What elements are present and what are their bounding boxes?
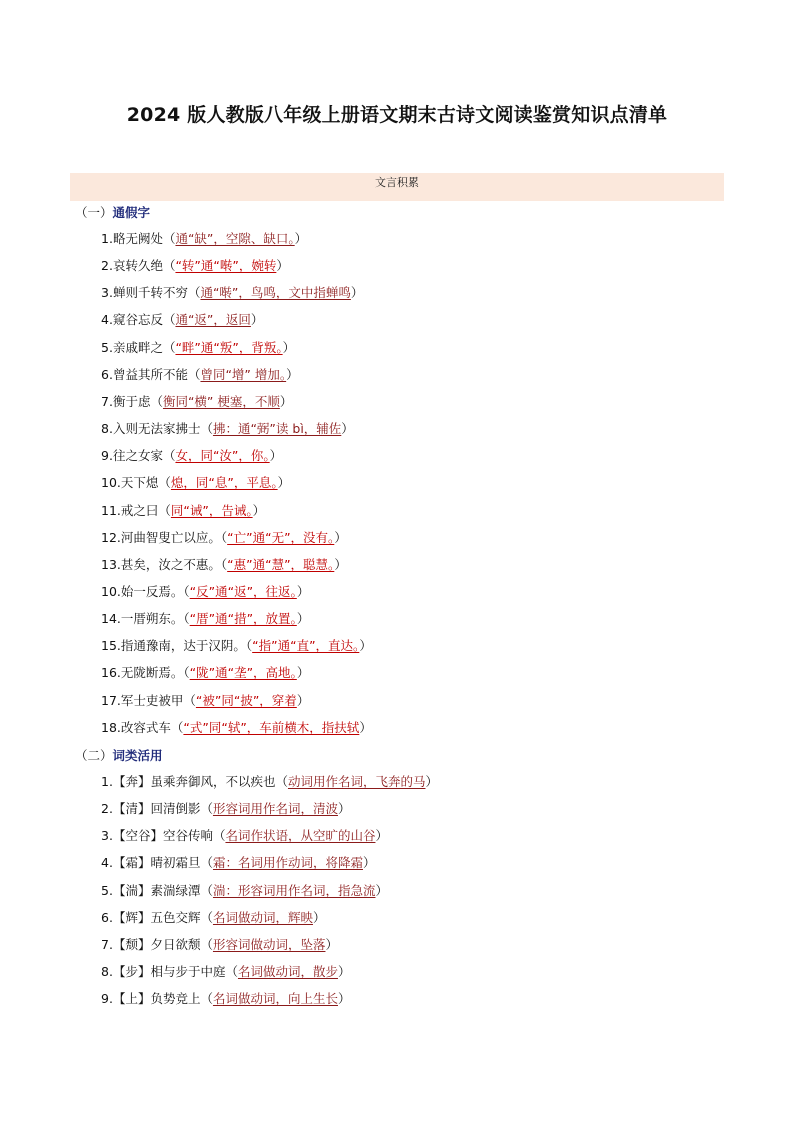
item-number: 9. [101,448,113,464]
item-close-paren: ） [294,231,308,246]
item-close-paren: ） [375,882,388,898]
item-close-paren: ） [312,909,326,925]
list-item [101,312,263,328]
item-text: 往之女家（ [112,448,176,464]
list-item [101,285,363,301]
item-text: 哀转久绝（ [112,258,176,274]
item-close-paren: ） [269,448,283,464]
item-text: 衡于虑（ [112,393,163,409]
item-answer: “亡”通“无”，没有。 [227,529,335,545]
item-number: 4. [101,312,113,328]
item-answer: 湍：形容词用作名词，指急流 [212,882,376,898]
item-answer: 形容词做动词，坠落 [212,936,326,952]
list-item [101,693,309,709]
item-answer: 名词做动词，散步 [237,964,338,980]
item-answer: 曾同“增” 增加。 [200,366,287,382]
item-number: 14. [101,611,121,627]
item-text: 【霜】晴初霜旦（ [112,855,213,871]
list-item [101,584,309,600]
item-close-paren: ） [250,312,264,328]
item-number: 3. [101,828,113,844]
item-text: 天下熄（ [120,475,171,491]
list-item [101,258,289,274]
item-answer: “被”同“披”，穿着 [195,692,297,708]
list-item [101,964,350,980]
item-text: 窥谷忘反（ [112,312,176,328]
item-answer: 拂：通“弼”读 bì，辅佐 [212,421,342,437]
item-text: 蝉则千转不穷（ [112,285,201,301]
item-close-paren: ） [337,964,351,980]
item-text: 【辉】五色交辉（ [112,909,213,925]
item-text: 亲戚畔之（ [112,339,176,355]
item-close-paren: ） [337,801,351,817]
item-answer: 名词做动词，向上生长 [212,991,338,1007]
item-answer: “反”通“返”，往返。 [189,583,297,599]
section-heading [75,203,150,221]
list-item [101,855,375,871]
item-answer: “畔”通“叛”，背叛。 [175,339,283,355]
list-item [101,475,290,491]
item-number: 5. [101,882,113,898]
item-number: 5. [101,339,113,355]
item-text: 改容式车（ [120,719,184,735]
item-answer: 通“缺”，空隙、缺口。 [175,231,295,246]
item-answer: “式”同“轼”，车前横木，指扶轼 [183,719,360,735]
item-answer: “陇”通“垄”，高地。 [189,665,297,681]
item-number: 6. [101,909,113,925]
item-close-paren: ） [359,638,372,654]
item-text: 【步】相与步于中庭（ [112,964,238,980]
item-text: 【清】回清倒影（ [112,801,213,817]
item-text: 军士吏被甲（ [120,692,196,708]
list-item [101,231,307,247]
item-text: 河曲智叟亡以应。（ [120,529,228,545]
item-text: 一厝朔东。（ [120,611,190,627]
section-heading [75,746,163,764]
item-answer: 通“返”，返回 [175,312,251,328]
item-close-paren: ） [277,475,291,491]
item-number: 9. [101,991,113,1007]
item-answer: “惠”通“慧”，聪慧。 [227,556,335,572]
item-number: 8. [101,964,113,980]
item-answer: 女，同“汝”，你。 [175,448,270,464]
item-number: 2. [101,801,113,817]
list-item [101,394,292,410]
item-close-paren: ） [362,855,376,871]
item-answer: 通“啭”，鸟鸣，文中指蝉鸣 [200,285,351,301]
item-close-paren: ） [296,692,310,708]
item-close-paren: ） [334,556,347,572]
page-title: 2024 版人教版八年级上册语文期末古诗文阅读鉴赏知识点清单 [126,104,668,126]
item-number: 4. [101,855,113,871]
section-banner: 文言积累 [70,173,724,201]
item-answer: 形容词用作名词，清波 [212,801,338,817]
item-text: 【奔】虽乘奔御风，不以疾也（ [112,774,288,789]
item-number: 7. [101,936,113,952]
item-close-paren: ） [286,366,299,382]
item-close-paren: ） [337,991,351,1007]
item-close-paren: ） [252,502,266,518]
item-close-paren: ） [325,936,338,952]
item-text: 略无阙处（ [112,231,176,246]
item-answer: 霜：名词用作动词，将降霜 [212,855,363,871]
item-answer: 名词作状语，从空旷的山谷 [225,828,376,844]
item-number: 16. [101,665,121,681]
item-number: 11. [101,502,121,518]
item-text: 【上】负势竞上（ [112,991,213,1007]
item-answer: 衡同“横” 梗塞，不顺 [162,393,280,409]
item-close-paren: ） [359,719,372,735]
list-item [101,720,372,736]
item-text: 【颓】夕日欲颓（ [112,936,213,952]
item-text: 曾益其所不能（ [112,366,201,382]
item-close-paren: ） [375,828,388,844]
item-text: 始一反焉。（ [120,583,190,599]
list-item [101,910,325,926]
list-item [101,611,309,627]
item-number: 17. [101,692,121,708]
item-answer: 同“诫”，告诫。 [170,502,253,518]
item-number: 8. [101,421,113,437]
section-name: 词类活用 [112,748,163,763]
item-number: 10. [101,583,121,599]
item-close-paren: ） [296,665,310,681]
list-item [101,638,372,654]
item-number: 13. [101,556,121,572]
item-number: 1. [101,231,113,246]
item-close-paren: ） [279,393,293,409]
item-number: 1. [101,774,113,789]
list-item [101,883,388,899]
list-item [101,828,388,844]
item-text: 【湍】素湍绿潭（ [112,882,213,898]
item-text: 戒之曰（ [120,502,171,518]
item-text: 指通豫南，达于汉阴。（ [120,638,253,654]
item-number: 6. [101,366,113,382]
item-answer: 动词用作名词，飞奔的马 [287,774,426,789]
item-close-paren: ） [296,611,310,627]
item-text: 【空谷】空谷传响（ [112,828,226,844]
item-close-paren: ） [341,421,354,437]
list-item [101,665,309,681]
item-close-paren: ） [350,285,364,301]
section-name: 通假字 [112,205,151,220]
item-number: 2. [101,258,113,274]
item-text: 无陇断焉。（ [120,665,190,681]
item-answer: “厝”通“措”，放置。 [189,611,297,627]
item-close-paren: ） [276,258,289,274]
item-number: 18. [101,719,121,735]
item-close-paren: ） [296,583,310,599]
item-answer: “指”通“直”，直达。 [252,638,360,654]
item-close-paren: ） [334,529,347,545]
list-item [101,367,299,383]
item-text: 入则无法家拂士（ [112,421,213,437]
item-close-paren: ） [282,339,296,355]
section-number: （一） [75,205,113,220]
list-item [101,448,282,464]
list-item [101,774,438,790]
item-number: 15. [101,638,121,654]
item-answer: 熄，同“息”，平息。 [170,475,278,491]
item-answer: 名词做动词，辉映 [212,909,313,925]
list-item [101,530,347,546]
item-number: 7. [101,393,113,409]
list-item [101,340,295,356]
list-item [101,801,350,817]
list-item [101,937,338,953]
item-close-paren: ） [425,774,438,789]
item-number: 12. [101,529,121,545]
item-text: 甚矣，汝之不惠。（ [120,556,228,572]
list-item [101,557,347,573]
list-item [101,503,265,519]
list-item [101,421,354,437]
item-answer: “转”通“啭”，婉转 [175,258,277,274]
item-number: 10. [101,475,121,491]
list-item [101,991,350,1007]
item-number: 3. [101,285,113,301]
section-number: （二） [75,748,113,763]
